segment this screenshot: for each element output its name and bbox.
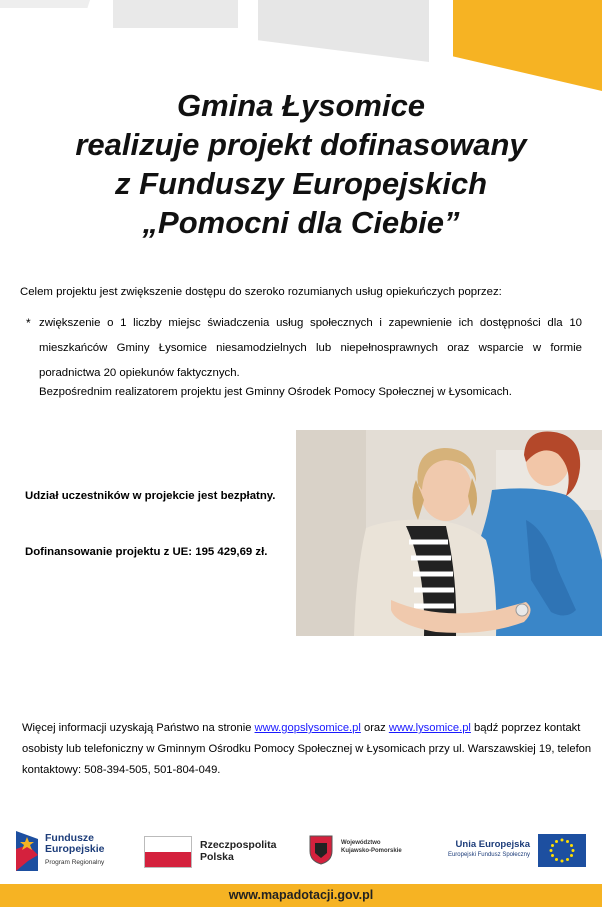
project-goal-text: Celem projektu jest zwiększenie dostępu do szeroko rozumianych usług opiekuńczych poprzez: [20, 286, 502, 298]
kp-name-line: Kujawsko-Pomorskie [341, 848, 402, 854]
more-info-text: Więcej informacji uzyskają Państwo na stronie [22, 722, 255, 734]
rp-name-line: Polska [200, 851, 234, 863]
realizator-text: Bezpośrednim realizatorem projektu jest Gminny Ośrodek Pomocy Społecznej w Łysomicach. [39, 386, 512, 398]
title-line: Gmina Łysomice [176, 88, 426, 123]
polish-flag-icon [144, 836, 192, 868]
decorative-gray-shape [258, 0, 429, 62]
bullet-marker: * [26, 316, 31, 330]
fe-name-line: Europejskie [45, 843, 105, 855]
footer-bar [0, 884, 602, 907]
more-info-text: bądź poprzez kontakt osobisty lub telefoniczny w Gminnym Ośrodku Pomocy Społecznej w Łysomicach przy ul. Warszawskiej 19, telefon kontaktowy: 508-394-505, 501-804-049. [22, 722, 592, 776]
goal-bullet [26, 311, 582, 386]
more-info-paragraph [22, 718, 592, 781]
funding-amount-text: Dofinansowanie projektu z UE: 195 429,69 zł. [25, 546, 268, 558]
rzeczpospolita-polska-logo [144, 836, 284, 868]
unia-europejska-logo [430, 833, 590, 869]
ue-name: Unia Europejska [455, 839, 530, 850]
bullet-text: zwiększenie o 1 liczby miejsc świadczenia usług społecznych i zapewnienie ich dostępności dla 10 mieszkańców Gminy Łysomice niesamodzielnych lub niepełnosprawnych oraz wsparcie w formie poradnictwa 20 opiekunów faktycznych. [39, 317, 582, 379]
title-line: „Pomocni dla Ciebie” [142, 205, 460, 240]
caregiver-photo [296, 430, 602, 636]
caregiver-illustration [296, 430, 602, 636]
decorative-yellow-shape [453, 0, 602, 91]
fe-program-label: Program Regionalny [45, 859, 105, 866]
coat-of-arms-icon [309, 835, 333, 865]
ue-fund-name: Europejski Fundusz Społeczny [447, 852, 530, 858]
gmina-website-link[interactable]: www.lysomice.pl [388, 722, 471, 734]
gops-website-link[interactable]: www.gopslysomice.pl [254, 722, 361, 734]
fundusze-europejskie-logo [14, 829, 134, 873]
fe-name-line: Fundusze [45, 832, 94, 844]
funding-logos-bar [0, 823, 602, 875]
mapadotacji-url[interactable]: www.mapadotacji.gov.pl [228, 888, 374, 902]
title-line: realizuje projekt dofinasowany [75, 127, 527, 162]
poster-title [0, 86, 602, 242]
more-info-text: oraz [360, 722, 389, 734]
decorative-gray-shape [113, 0, 238, 28]
rp-name-line: Rzeczpospolita [200, 839, 277, 851]
title-line: z Funduszy Europejskich [114, 166, 488, 201]
kp-name-line: Województwo [341, 840, 381, 846]
kujawsko-pomorskie-logo [309, 833, 419, 869]
decorative-gray-shape [0, 0, 90, 8]
participation-free-text: Udział uczestników w projekcie jest bezpłatny. [25, 490, 276, 502]
fe-star-icon [14, 831, 40, 871]
eu-flag-icon [538, 834, 586, 867]
